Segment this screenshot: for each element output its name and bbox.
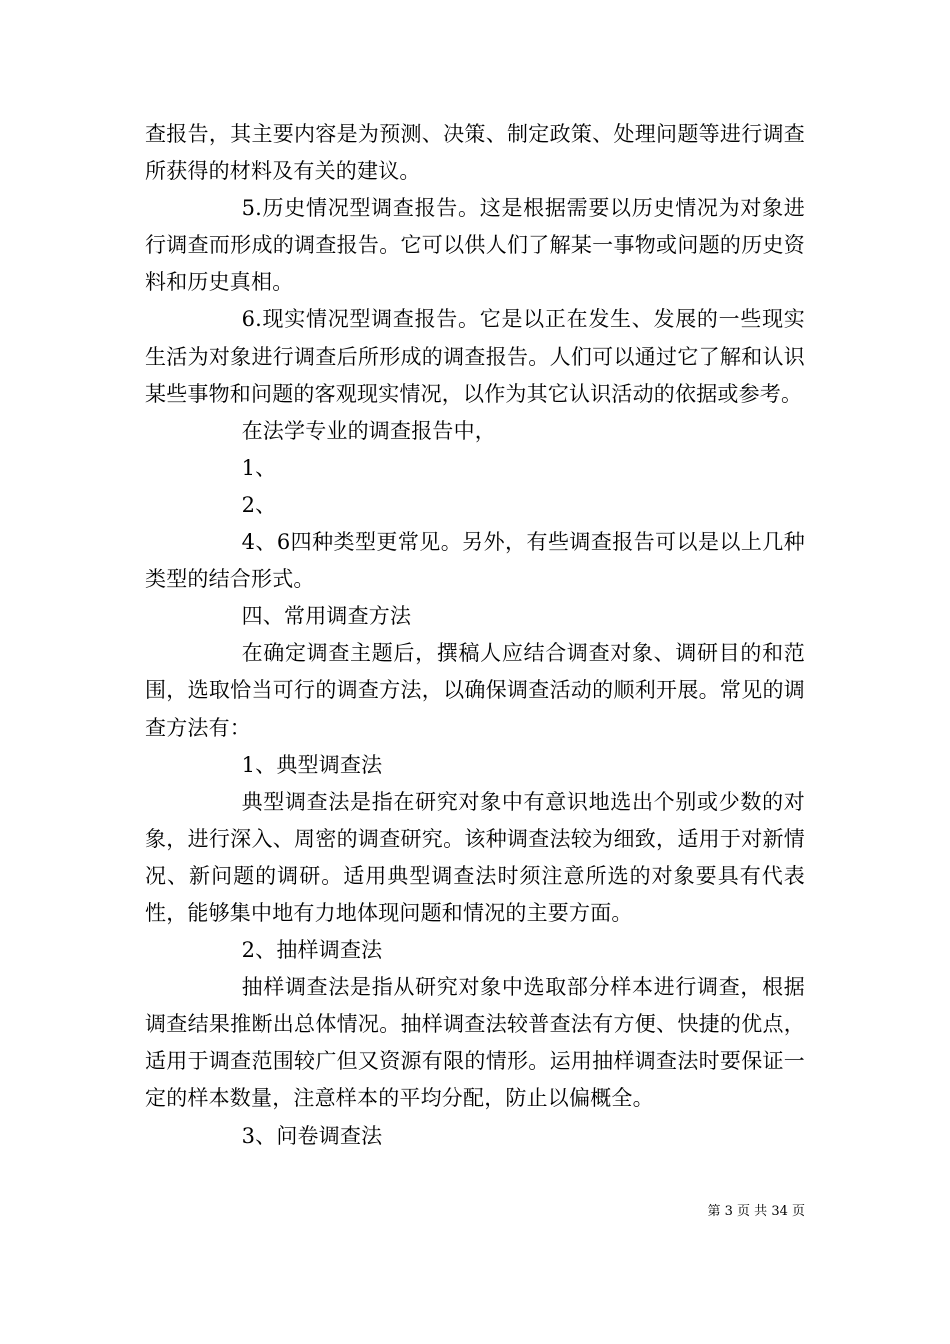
paragraph: 在法学专业的调查报告中，: [241, 418, 496, 443]
list-item: 1、: [241, 455, 277, 480]
paragraph: 典型调查法是指在研究对象中有意识地选出个别或少数的对象，进行深入、周密的调查研究。该种调查法较为细致，适用于对新情况、新问题的调研。适用典型调查法时须注意所选的对象要具有代表性，能够集中地有力地体现问题和情况的主要方面。: [145, 789, 805, 925]
document-body: [145, 116, 805, 1155]
paragraph: 4、6四种类型更常见。另外，有些调查报告可以是以上几种类型的结合形式。: [145, 530, 805, 592]
paragraph: 查报告，其主要内容是为预测、决策、制定政策、处理问题等进行调查所获得的材料及有关的建议。: [145, 122, 805, 184]
section-heading: 四、常用调查方法: [241, 604, 412, 629]
paragraph: 抽样调查法是指从研究对象中选取部分样本进行调查，根据调查结果推断出总体情况。抽样调查法较普查法有方便、快捷的优点，适用于调查范围较广但又资源有限的情形。运用抽样调查法时要保证一定的样本数量，注意样本的平均分配，防止以偏概全。: [145, 975, 805, 1111]
list-item: 2、: [241, 492, 277, 517]
subsection-heading: 1、典型调查法: [241, 752, 383, 777]
subsection-heading: 2、抽样调查法: [241, 938, 383, 963]
page-number-footer: 第 3 页 共 34 页: [707, 1204, 805, 1219]
paragraph: 6.现实情况型调查报告。它是以正在发生、发展的一些现实生活为对象进行调查后所形成的调查报告。人们可以通过它了解和认识某些事物和问题的客观现实情况，以作为其它认识活动的依据或参考。: [145, 307, 805, 406]
subsection-heading: 3、问卷调查法: [241, 1123, 383, 1148]
paragraph: 在确定调查主题后，撰稿人应结合调查对象、调研目的和范围，选取恰当可行的调查方法，以确保调查活动的顺利开展。常见的调查方法有：: [145, 641, 805, 740]
paragraph: 5.历史情况型调查报告。这是根据需要以历史情况为对象进行调查而形成的调查报告。它可以供人们了解某一事物或问题的历史资料和历史真相。: [145, 196, 805, 295]
